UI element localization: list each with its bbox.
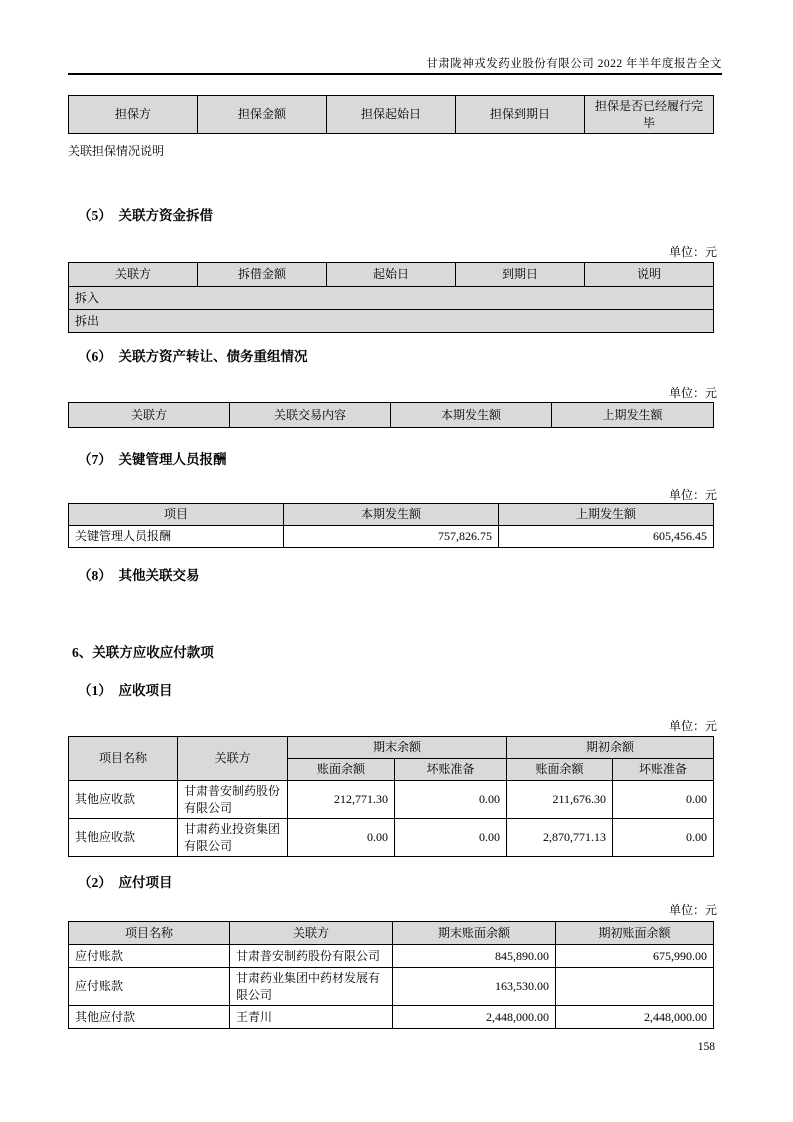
payable-header-item: 项目名称 <box>69 922 230 945</box>
table-header-row <box>69 504 714 526</box>
transfer-header-prior: 上期发生额 <box>552 403 714 428</box>
payable-ending-value: 163,530.00 <box>393 968 556 1006</box>
unit-label: 单位：元 <box>668 245 717 259</box>
receivable-item: 其他应收款 <box>69 781 178 819</box>
guarantee-header-end: 担保到期日 <box>456 96 585 134</box>
table-header-row <box>69 922 714 945</box>
table-header-row <box>69 403 714 428</box>
guarantee-header-party: 担保方 <box>69 96 198 134</box>
payable-header-beginning: 期初账面余额 <box>556 922 714 945</box>
payable-item: 其他应付款 <box>69 1006 230 1029</box>
receivable-header-beg-baddebt: 坏账准备 <box>613 759 714 781</box>
subsection-1-title: （1） 应收项目 <box>78 683 173 698</box>
receivable-party: 甘肃药业投资集团有限公司 <box>178 819 288 857</box>
table-header-row <box>69 96 714 134</box>
compensation-table <box>68 503 714 548</box>
receivable-header-party: 关联方 <box>178 737 288 781</box>
page-number: 158 <box>697 1041 715 1053</box>
payable-party: 甘肃普安制药股份有限公司 <box>230 945 393 968</box>
receivable-end-book: 212,771.30 <box>288 781 395 819</box>
table-row <box>69 781 714 819</box>
table-row <box>69 526 714 548</box>
table-row <box>69 1006 714 1029</box>
header-rule <box>68 73 722 75</box>
payable-ending-value: 845,890.00 <box>393 945 556 968</box>
receivable-beg-baddebt: 0.00 <box>613 781 714 819</box>
table-row <box>69 310 714 333</box>
loan-row-borrow-in: 拆入 <box>69 287 714 310</box>
compensation-header-current: 本期发生额 <box>284 504 499 526</box>
section-7-title: （7） 关键管理人员报酬 <box>78 452 227 467</box>
loan-header-end: 到期日 <box>456 263 585 287</box>
compensation-current-value: 757,826.75 <box>284 526 499 548</box>
compensation-header-item: 项目 <box>69 504 284 526</box>
receivable-party: 甘肃普安制药股份有限公司 <box>178 781 288 819</box>
receivable-end-book: 0.00 <box>288 819 395 857</box>
receivable-header-end-baddebt: 坏账准备 <box>395 759 507 781</box>
compensation-header-prior: 上期发生额 <box>499 504 714 526</box>
transfer-header-current: 本期发生额 <box>391 403 552 428</box>
payable-beginning-value: 675,990.00 <box>556 945 714 968</box>
transfer-header-content: 关联交易内容 <box>230 403 391 428</box>
guarantee-note: 关联担保情况说明 <box>68 144 165 158</box>
compensation-prior-value: 605,456.45 <box>499 526 714 548</box>
receivable-table <box>68 736 714 857</box>
table-row <box>69 287 714 310</box>
subsection-2-title: （2） 应付项目 <box>78 875 173 890</box>
section-6-title: （6） 关联方资产转让、债务重组情况 <box>78 349 308 364</box>
receivable-beg-book: 211,676.30 <box>507 781 613 819</box>
guarantee-header-fulfilled: 担保是否已经履行完毕 <box>585 96 714 134</box>
guarantee-header-amount: 担保金额 <box>198 96 327 134</box>
transfer-header-party: 关联方 <box>69 403 230 428</box>
receivable-item: 其他应收款 <box>69 819 178 857</box>
transfer-table <box>68 402 714 428</box>
receivable-header-beginning-group: 期初余额 <box>507 737 714 759</box>
receivable-header-end-book: 账面余额 <box>288 759 395 781</box>
loan-header-note: 说明 <box>585 263 714 287</box>
receivable-beg-baddebt: 0.00 <box>613 819 714 857</box>
payable-item: 应付账款 <box>69 968 230 1006</box>
unit-label: 单位：元 <box>668 903 717 917</box>
payable-ending-value: 2,448,000.00 <box>393 1006 556 1029</box>
receivable-beg-book: 2,870,771.13 <box>507 819 613 857</box>
table-row <box>69 968 714 1006</box>
page-title: 甘肃陇神戎发药业股份有限公司 2022 年半年度报告全文 <box>426 58 722 70</box>
section-5-title: （5） 关联方资金拆借 <box>78 208 213 223</box>
table-header-row <box>69 263 714 287</box>
loan-header-start: 起始日 <box>327 263 456 287</box>
receivable-header-ending-group: 期末余额 <box>288 737 507 759</box>
unit-label: 单位：元 <box>668 488 717 502</box>
table-row <box>69 945 714 968</box>
unit-label: 单位：元 <box>668 386 717 400</box>
loan-header-amount: 拆借金额 <box>198 263 327 287</box>
payable-beginning-value: 2,448,000.00 <box>556 1006 714 1029</box>
receivable-header-item: 项目名称 <box>69 737 178 781</box>
loan-row-lend-out: 拆出 <box>69 310 714 333</box>
section-8-title: （8） 其他关联交易 <box>78 568 200 583</box>
receivable-end-baddebt: 0.00 <box>395 781 507 819</box>
table-row <box>69 819 714 857</box>
payable-header-party: 关联方 <box>230 922 393 945</box>
payable-party: 甘肃药业集团中药材发展有限公司 <box>230 968 393 1006</box>
receivable-header-beg-book: 账面余额 <box>507 759 613 781</box>
loan-table <box>68 262 714 333</box>
compensation-item: 关键管理人员报酬 <box>69 526 284 548</box>
payable-table <box>68 921 714 1029</box>
part-6-title: 6、关联方应收应付款项 <box>72 645 214 660</box>
receivable-end-baddebt: 0.00 <box>395 819 507 857</box>
payable-party: 王青川 <box>230 1006 393 1029</box>
payable-header-ending: 期末账面余额 <box>393 922 556 945</box>
guarantee-header-start: 担保起始日 <box>327 96 456 134</box>
payable-item: 应付账款 <box>69 945 230 968</box>
unit-label: 单位：元 <box>668 719 717 733</box>
loan-header-party: 关联方 <box>69 263 198 287</box>
table-header-row <box>69 737 714 759</box>
guarantee-table <box>68 95 714 134</box>
payable-beginning-value <box>556 968 714 1006</box>
